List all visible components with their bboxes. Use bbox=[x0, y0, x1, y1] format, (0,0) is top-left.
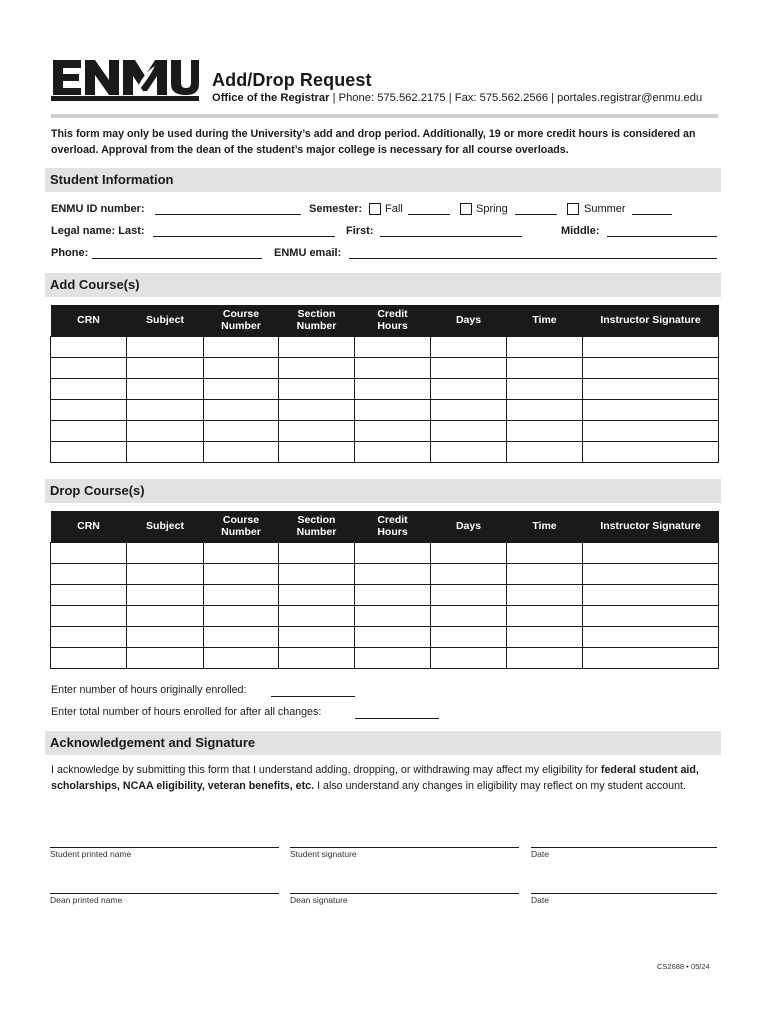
table-cell[interactable] bbox=[127, 336, 204, 357]
table-cell[interactable] bbox=[355, 420, 431, 441]
fall-year-field[interactable] bbox=[408, 214, 450, 215]
table-cell[interactable] bbox=[51, 357, 127, 378]
table-cell[interactable] bbox=[51, 378, 127, 399]
table-cell[interactable] bbox=[204, 626, 279, 647]
table-cell[interactable] bbox=[583, 441, 719, 462]
table-cell[interactable] bbox=[127, 647, 204, 668]
table-row bbox=[51, 626, 719, 647]
table-cell[interactable] bbox=[431, 441, 507, 462]
middle-name-label: Middle: bbox=[561, 225, 600, 237]
table-cell[interactable] bbox=[204, 647, 279, 668]
email-label: ENMU email: bbox=[274, 247, 342, 259]
table-cell[interactable] bbox=[583, 605, 719, 626]
table-cell[interactable] bbox=[507, 336, 583, 357]
table-cell[interactable] bbox=[507, 399, 583, 420]
table-cell[interactable] bbox=[204, 563, 279, 584]
table-cell[interactable] bbox=[127, 441, 204, 462]
table-cell[interactable] bbox=[51, 626, 127, 647]
column-header: Time bbox=[507, 511, 583, 542]
table-cell[interactable] bbox=[431, 357, 507, 378]
form-code: CS2688 • 05/24 bbox=[657, 962, 710, 971]
table-cell[interactable] bbox=[431, 563, 507, 584]
semester-label: Semester: bbox=[309, 203, 363, 215]
table-cell[interactable] bbox=[51, 647, 127, 668]
spring-checkbox[interactable] bbox=[460, 203, 472, 215]
table-cell[interactable] bbox=[431, 626, 507, 647]
table-row bbox=[51, 605, 719, 626]
office-name: Office of the Registrar bbox=[212, 92, 330, 104]
table-cell[interactable] bbox=[583, 378, 719, 399]
table-cell[interactable] bbox=[431, 378, 507, 399]
office-contact-details: | Phone: 575.562.2175 | Fax: 575.562.2566 | portales.registrar@enmu.edu bbox=[329, 92, 703, 104]
student-date-label: Date bbox=[531, 849, 549, 859]
column-header: Time bbox=[507, 305, 583, 336]
table-cell[interactable] bbox=[279, 441, 355, 462]
table-cell[interactable] bbox=[51, 563, 127, 584]
table-cell[interactable] bbox=[204, 336, 279, 357]
table-cell[interactable] bbox=[279, 336, 355, 357]
table-cell[interactable] bbox=[51, 441, 127, 462]
column-header: Section Number bbox=[279, 305, 355, 336]
table-cell[interactable] bbox=[583, 563, 719, 584]
spring-label: Spring bbox=[476, 203, 508, 215]
logo-underline bbox=[51, 96, 199, 101]
table-cell[interactable] bbox=[279, 626, 355, 647]
ack-text-bold: federal student aid, scholarships, NCAA eligibility, veteran benefits, etc. bbox=[51, 764, 699, 793]
column-header: CRN bbox=[51, 511, 127, 542]
table-cell[interactable] bbox=[204, 399, 279, 420]
table-cell[interactable] bbox=[279, 378, 355, 399]
summer-checkbox[interactable] bbox=[567, 203, 579, 215]
table-cell[interactable] bbox=[431, 584, 507, 605]
table-cell[interactable] bbox=[127, 626, 204, 647]
table-cell[interactable] bbox=[507, 441, 583, 462]
table-row bbox=[51, 420, 719, 441]
first-name-label: First: bbox=[346, 225, 374, 237]
table-cell[interactable] bbox=[355, 441, 431, 462]
student-printed-name-line[interactable] bbox=[50, 847, 279, 848]
table-cell[interactable] bbox=[51, 584, 127, 605]
table-cell[interactable] bbox=[204, 605, 279, 626]
table-cell[interactable] bbox=[279, 399, 355, 420]
add-courses-table bbox=[50, 305, 719, 463]
table-cell[interactable] bbox=[127, 420, 204, 441]
table-row bbox=[51, 378, 719, 399]
intro-paragraph: This form may only be used during the University’s add and drop period. Additionally, 19 or more credit hours is considered an overload. Approval from the dean of the student’s major college is necessary for all course overloads. bbox=[51, 128, 696, 156]
table-cell[interactable] bbox=[507, 357, 583, 378]
column-header: Course Number bbox=[204, 305, 279, 336]
last-name-label: Legal name: Last: bbox=[51, 225, 145, 237]
table-cell[interactable] bbox=[355, 584, 431, 605]
first-name-field[interactable] bbox=[380, 236, 522, 237]
table-cell[interactable] bbox=[279, 420, 355, 441]
table-cell[interactable] bbox=[583, 420, 719, 441]
table-cell[interactable] bbox=[507, 542, 583, 563]
table-cell[interactable] bbox=[583, 336, 719, 357]
acknowledgement-heading: Acknowledgement and Signature bbox=[50, 735, 256, 750]
table-row bbox=[51, 441, 719, 462]
table-cell[interactable] bbox=[51, 399, 127, 420]
table-row bbox=[51, 336, 719, 357]
table-cell[interactable] bbox=[355, 357, 431, 378]
column-header: Credit Hours bbox=[355, 305, 431, 336]
student-printed-name-label: Student printed name bbox=[50, 849, 132, 859]
table-cell[interactable] bbox=[51, 605, 127, 626]
student-signature-line[interactable] bbox=[290, 847, 519, 848]
table-cell[interactable] bbox=[127, 357, 204, 378]
dean-printed-name-label: Dean printed name bbox=[50, 895, 123, 905]
table-cell[interactable] bbox=[431, 542, 507, 563]
table-row bbox=[51, 357, 719, 378]
table-cell[interactable] bbox=[507, 563, 583, 584]
table-cell[interactable] bbox=[51, 420, 127, 441]
table-cell[interactable] bbox=[51, 336, 127, 357]
drop-courses-header-row bbox=[51, 511, 719, 542]
column-header: Section Number bbox=[279, 511, 355, 542]
student-info-heading: Student Information bbox=[50, 172, 174, 187]
table-cell[interactable] bbox=[279, 542, 355, 563]
table-cell[interactable] bbox=[431, 647, 507, 668]
email-field[interactable] bbox=[349, 258, 717, 259]
table-cell[interactable] bbox=[507, 378, 583, 399]
column-header: Days bbox=[431, 305, 507, 336]
table-cell[interactable] bbox=[127, 584, 204, 605]
dean-date-label: Date bbox=[531, 895, 549, 905]
table-cell[interactable] bbox=[583, 647, 719, 668]
table-cell[interactable] bbox=[583, 399, 719, 420]
ack-text-part2: I also understand any changes in eligibility may reflect on my student account. bbox=[314, 780, 687, 793]
table-cell[interactable] bbox=[279, 647, 355, 668]
table-cell[interactable] bbox=[127, 378, 204, 399]
summer-label: Summer bbox=[584, 203, 626, 215]
table-cell[interactable] bbox=[431, 399, 507, 420]
column-header: Subject bbox=[127, 305, 204, 336]
drop-courses-table bbox=[50, 511, 719, 669]
table-cell[interactable] bbox=[431, 336, 507, 357]
add-courses-heading: Add Course(s) bbox=[50, 277, 140, 292]
table-cell[interactable] bbox=[507, 626, 583, 647]
table-cell[interactable] bbox=[127, 563, 204, 584]
table-row bbox=[51, 647, 719, 668]
table-cell[interactable] bbox=[507, 605, 583, 626]
add-courses-header-row bbox=[51, 305, 719, 336]
original-hours-label: Enter number of hours originally enrolled: bbox=[51, 684, 247, 696]
spring-year-field[interactable] bbox=[515, 214, 557, 215]
total-hours-label: Enter total number of hours enrolled for after all changes: bbox=[51, 706, 322, 718]
table-cell[interactable] bbox=[583, 542, 719, 563]
column-header: Instructor Signature bbox=[583, 511, 719, 542]
column-header: Instructor Signature bbox=[583, 305, 719, 336]
table-cell[interactable] bbox=[127, 605, 204, 626]
add-courses-section-bar bbox=[45, 273, 721, 297]
phone-field[interactable] bbox=[92, 258, 262, 259]
table-cell[interactable] bbox=[279, 584, 355, 605]
fall-label: Fall bbox=[385, 203, 403, 215]
table-cell[interactable] bbox=[127, 399, 204, 420]
table-cell[interactable] bbox=[204, 542, 279, 563]
table-cell[interactable] bbox=[279, 357, 355, 378]
column-header: Credit Hours bbox=[355, 511, 431, 542]
column-header: CRN bbox=[51, 305, 127, 336]
form-header bbox=[51, 58, 718, 118]
table-cell[interactable] bbox=[204, 584, 279, 605]
dean-signature-label: Dean signature bbox=[290, 895, 348, 905]
dean-date-line[interactable] bbox=[531, 893, 717, 894]
student-signature-label: Student signature bbox=[290, 849, 357, 859]
column-header: Days bbox=[431, 511, 507, 542]
student-date-line[interactable] bbox=[531, 847, 717, 848]
table-cell[interactable] bbox=[355, 399, 431, 420]
table-cell[interactable] bbox=[355, 647, 431, 668]
total-hours-field[interactable] bbox=[355, 718, 439, 719]
dean-printed-name-line[interactable] bbox=[50, 893, 279, 894]
table-cell[interactable] bbox=[204, 357, 279, 378]
table-cell[interactable] bbox=[279, 605, 355, 626]
table-cell[interactable] bbox=[355, 542, 431, 563]
acknowledgement-section-bar bbox=[45, 731, 721, 755]
form-title: Add/Drop Request bbox=[212, 70, 372, 90]
table-cell[interactable] bbox=[507, 647, 583, 668]
table-cell[interactable] bbox=[355, 378, 431, 399]
table-cell[interactable] bbox=[279, 563, 355, 584]
last-name-field[interactable] bbox=[153, 236, 335, 237]
table-cell[interactable] bbox=[204, 441, 279, 462]
middle-name-field[interactable] bbox=[607, 236, 717, 237]
table-cell[interactable] bbox=[51, 542, 127, 563]
table-cell[interactable] bbox=[507, 584, 583, 605]
office-contact-line bbox=[212, 92, 702, 104]
header-divider bbox=[51, 114, 718, 118]
summer-year-field[interactable] bbox=[632, 214, 672, 215]
column-header: Subject bbox=[127, 511, 204, 542]
enmu-id-label: ENMU ID number: bbox=[51, 203, 145, 215]
table-cell[interactable] bbox=[431, 420, 507, 441]
table-row bbox=[51, 563, 719, 584]
table-cell[interactable] bbox=[355, 626, 431, 647]
table-row bbox=[51, 399, 719, 420]
phone-label: Phone: bbox=[51, 247, 89, 259]
drop-courses-section-bar bbox=[45, 479, 721, 503]
table-row bbox=[51, 542, 719, 563]
fall-checkbox[interactable] bbox=[369, 203, 381, 215]
table-cell[interactable] bbox=[355, 563, 431, 584]
table-cell[interactable] bbox=[583, 584, 719, 605]
table-cell[interactable] bbox=[204, 378, 279, 399]
student-info-section-bar bbox=[45, 168, 721, 192]
column-header: Course Number bbox=[204, 511, 279, 542]
ack-text-part1: I acknowledge by submitting this form that I understand adding, dropping, or withdrawing may affect my eligibility for bbox=[51, 764, 601, 776]
enmu-id-field[interactable] bbox=[155, 214, 301, 215]
table-cell[interactable] bbox=[583, 626, 719, 647]
table-cell[interactable] bbox=[355, 605, 431, 626]
table-cell[interactable] bbox=[355, 336, 431, 357]
table-cell[interactable] bbox=[204, 420, 279, 441]
table-cell[interactable] bbox=[583, 357, 719, 378]
acknowledgement-text bbox=[51, 762, 719, 794]
table-cell[interactable] bbox=[431, 605, 507, 626]
table-cell[interactable] bbox=[507, 420, 583, 441]
table-row bbox=[51, 584, 719, 605]
table-cell[interactable] bbox=[127, 542, 204, 563]
dean-signature-line[interactable] bbox=[290, 893, 519, 894]
original-hours-field[interactable] bbox=[271, 696, 355, 697]
drop-courses-heading: Drop Course(s) bbox=[50, 483, 145, 498]
